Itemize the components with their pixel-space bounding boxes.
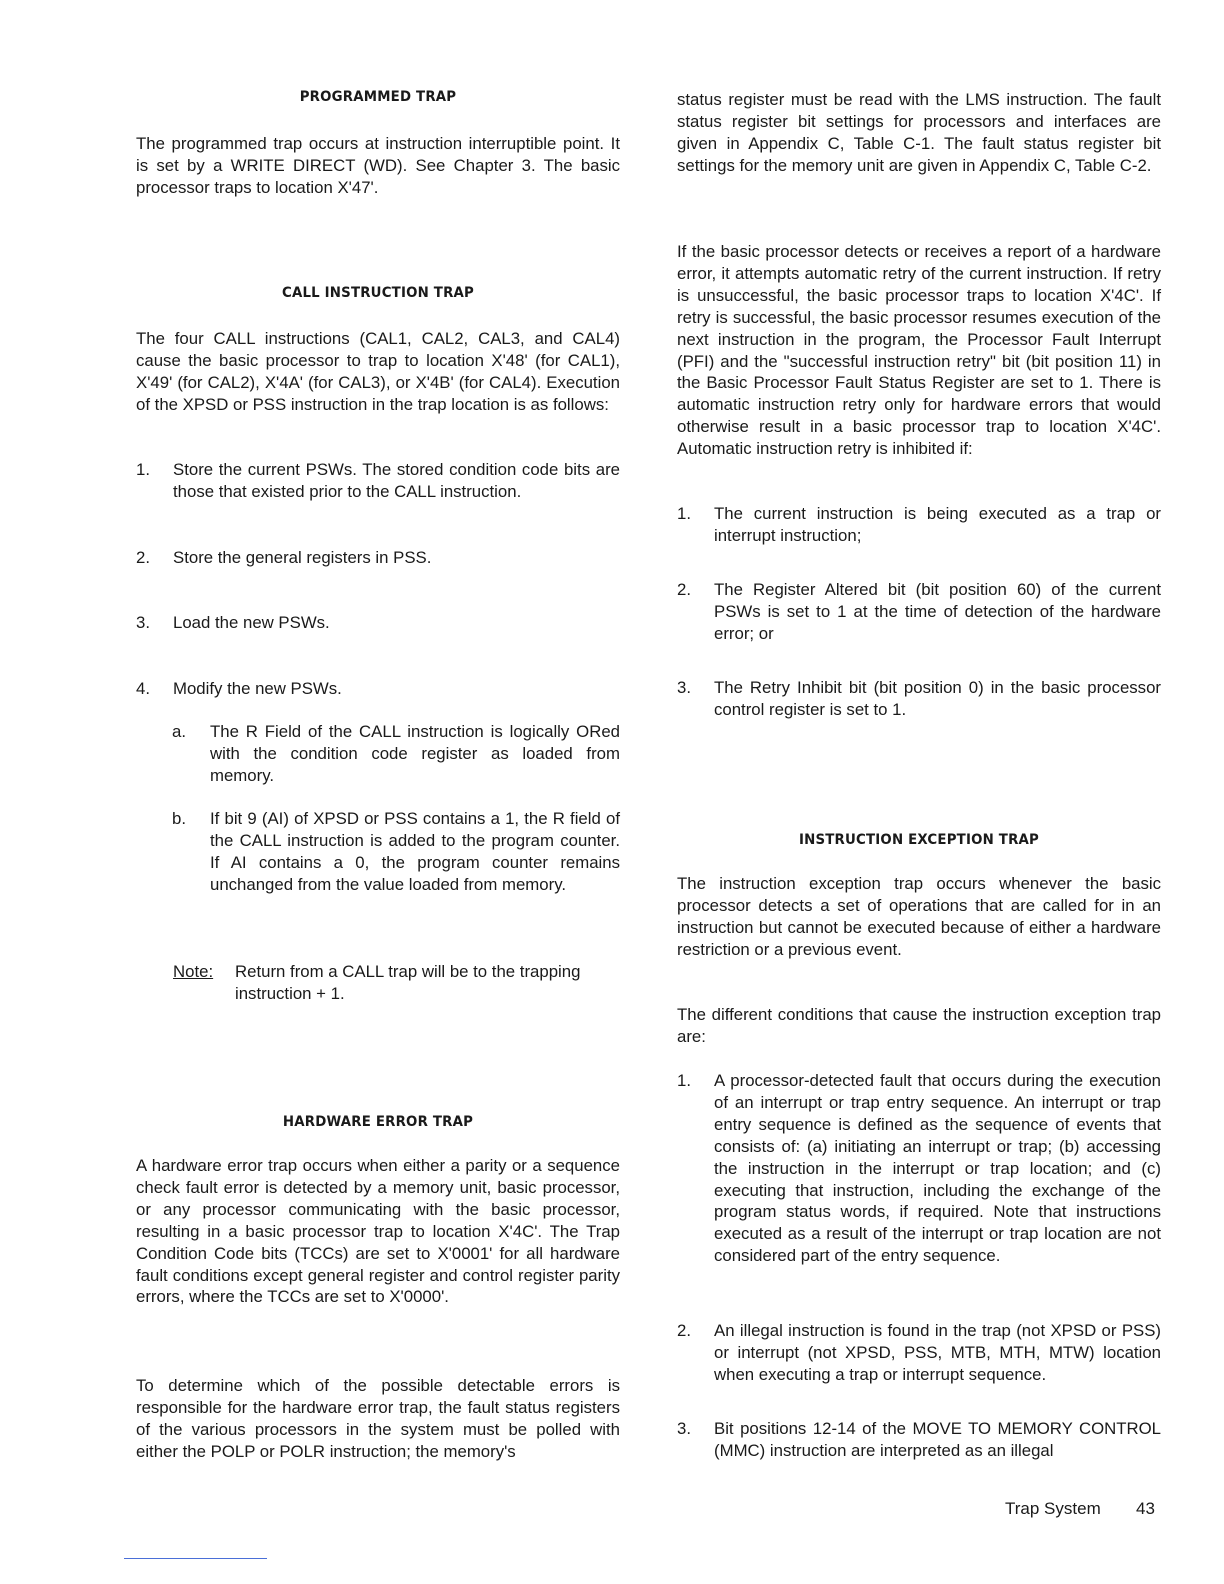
- bottom-rule: [124, 1558, 267, 1559]
- call-trap-paragraph: The four CALL instructions (CAL1, CAL2, CAL3, and CAL4) cause the basic processor to trap to location X'48' (for CAL1), X'49' (for CAL2), X'4A' (for CAL3), or X'4B' (for CAL4). Execution of the XPSD or PSS instruction in the trap location is as follows:: [136, 329, 620, 414]
- list-item-number: 4.: [136, 679, 150, 698]
- list-item: [136, 547, 620, 569]
- list-item-text: Bit positions 12-14 of the MOVE TO MEMORY CONTROL (MMC) instruction are interpreted as an illegal: [714, 1419, 1161, 1460]
- sub-list-item-letter: b.: [172, 809, 186, 828]
- list-item: [136, 612, 620, 634]
- programmed-trap-heading: PROGRAMMED TRAP: [299, 89, 457, 105]
- hardware-trap-paragraph: A hardware error trap occurs when either a parity or a sequence check fault error is detected by a memory unit, basic processor, or any processor communicating with the basic processor, resulting in a basic processor trap to location X'4C'. The Trap Condition Code bits (TCCs) are set to X'0001' for all hardware fault conditions except general register and control register parity errors, where the TCCs are set to X'0000'.: [136, 1156, 620, 1307]
- list-item-text: Load the new PSWs.: [173, 613, 330, 632]
- list-item: [136, 678, 620, 700]
- conditions-paragraph: The different conditions that cause the instruction exception trap are:: [677, 1005, 1161, 1046]
- sub-list-item-letter: a.: [172, 722, 186, 741]
- list-item-number: 3.: [677, 678, 691, 697]
- note: [173, 961, 620, 1005]
- list-item-number: 3.: [136, 613, 150, 632]
- list-item-number: 2.: [136, 548, 150, 567]
- list-item: [136, 459, 620, 503]
- instruction-exception-paragraph: The instruction exception trap occurs whenever the basic processor detects a set of operations that are called for in an instruction but cannot be executed because of either a hardware restriction or a previous event.: [677, 874, 1161, 959]
- programmed-trap-paragraph: The programmed trap occurs at instruction interruptible point. It is set by a WRITE DIRECT (WD). See Chapter 3. The basic processor traps to location X'47'.: [136, 134, 620, 197]
- list-item-number: 1.: [136, 460, 150, 479]
- footer-section-title: Trap System: [1005, 1499, 1101, 1518]
- list-item-text: The current instruction is being executed as a trap or interrupt instruction;: [714, 504, 1161, 545]
- sub-list-item-text: If bit 9 (AI) of XPSD or PSS contains a 1, the R field of the CALL instruction is added to the program counter. If AI contains a 0, the program counter remains unchanged from the value loaded from memory.: [210, 809, 620, 894]
- list-item-text: Store the general registers in PSS.: [173, 548, 432, 567]
- sub-list-item: [172, 808, 620, 896]
- instruction-exception-heading: INSTRUCTION EXCEPTION TRAP: [798, 832, 1040, 848]
- note-label: Note:: [173, 962, 214, 981]
- list-item-number: 1.: [677, 504, 691, 523]
- sub-list-item: [172, 721, 620, 787]
- list-item-text: The Retry Inhibit bit (bit position 0) in the basic processor control register is set to 1.: [714, 678, 1161, 719]
- list-item: [677, 1320, 1161, 1386]
- note-text: Return from a CALL trap will be to the trapping instruction + 1.: [235, 962, 581, 1003]
- retry-paragraph: If the basic processor detects or receives a report of a hardware error, it attempts automatic retry of the current instruction. If retry is unsuccessful, the basic processor traps to location X'4C'. If retry is successful, the basic processor resumes execution of the next instruction in the program, the Processor Fault Interrupt (PFI) and the "successful instruction retry" bit (bit position 11) in the Basic Processor Fault Status Register are set to 1. There is automatic instruction retry only for hardware errors that would otherwise result in a basic processor trap to location X'4C'. Automatic instruction retry is inhibited if:: [677, 242, 1161, 459]
- call-trap-heading: CALL INSTRUCTION TRAP: [281, 285, 475, 301]
- list-item: [677, 1070, 1161, 1267]
- list-item-text: The Register Altered bit (bit position 60) of the current PSWs is set to 1 at the time of detection of the hardware error; or: [714, 580, 1161, 643]
- status-register-paragraph: status register must be read with the LMS instruction. The fault status register bit settings for processors and interfaces are given in Appendix C, Table C-1. The fault status register bit settings for the memory unit are given in Appendix C, Table C-2.: [677, 90, 1161, 175]
- list-item-text: A processor-detected fault that occurs during the execution of an interrupt or trap entry sequence. An interrupt or trap entry sequence is defined as the sequence of events that consists of: (a) initiating an interrupt or trap; (b) accessing the instruction in the interrupt or trap location; and (c) executing that instruction, including the exchange of the program status words, if required. Note that instructions executed as a result of the interrupt or trap location are not considered part of the entry sequence.: [714, 1071, 1161, 1266]
- list-item-text: Modify the new PSWs.: [173, 679, 342, 698]
- list-item-number: 1.: [677, 1071, 691, 1090]
- list-item-number: 3.: [677, 1419, 691, 1438]
- list-item-number: 2.: [677, 1321, 691, 1340]
- list-item: [677, 579, 1161, 645]
- determine-errors-paragraph: To determine which of the possible detectable errors is responsible for the hardware error trap, the fault status registers of the various processors in the system must be polled with either the POLP or POLR instruction; the memory's: [136, 1376, 620, 1461]
- list-item: [677, 677, 1161, 721]
- hardware-trap-heading: HARDWARE ERROR TRAP: [282, 1114, 474, 1130]
- list-item-text: Store the current PSWs. The stored condition code bits are those that existed prior to the CALL instruction.: [173, 460, 620, 501]
- list-item: [677, 503, 1161, 547]
- list-item-text: An illegal instruction is found in the trap (not XPSD or PSS) or interrupt (not XPSD, PSS, MTB, MTH, MTW) location when executing a trap or interrupt sequence.: [714, 1321, 1161, 1384]
- list-item: [677, 1418, 1161, 1462]
- sub-list-item-text: The R Field of the CALL instruction is logically ORed with the condition code register as loaded from memory.: [210, 722, 620, 785]
- page-number: 43: [1136, 1499, 1155, 1518]
- list-item-number: 2.: [677, 580, 691, 599]
